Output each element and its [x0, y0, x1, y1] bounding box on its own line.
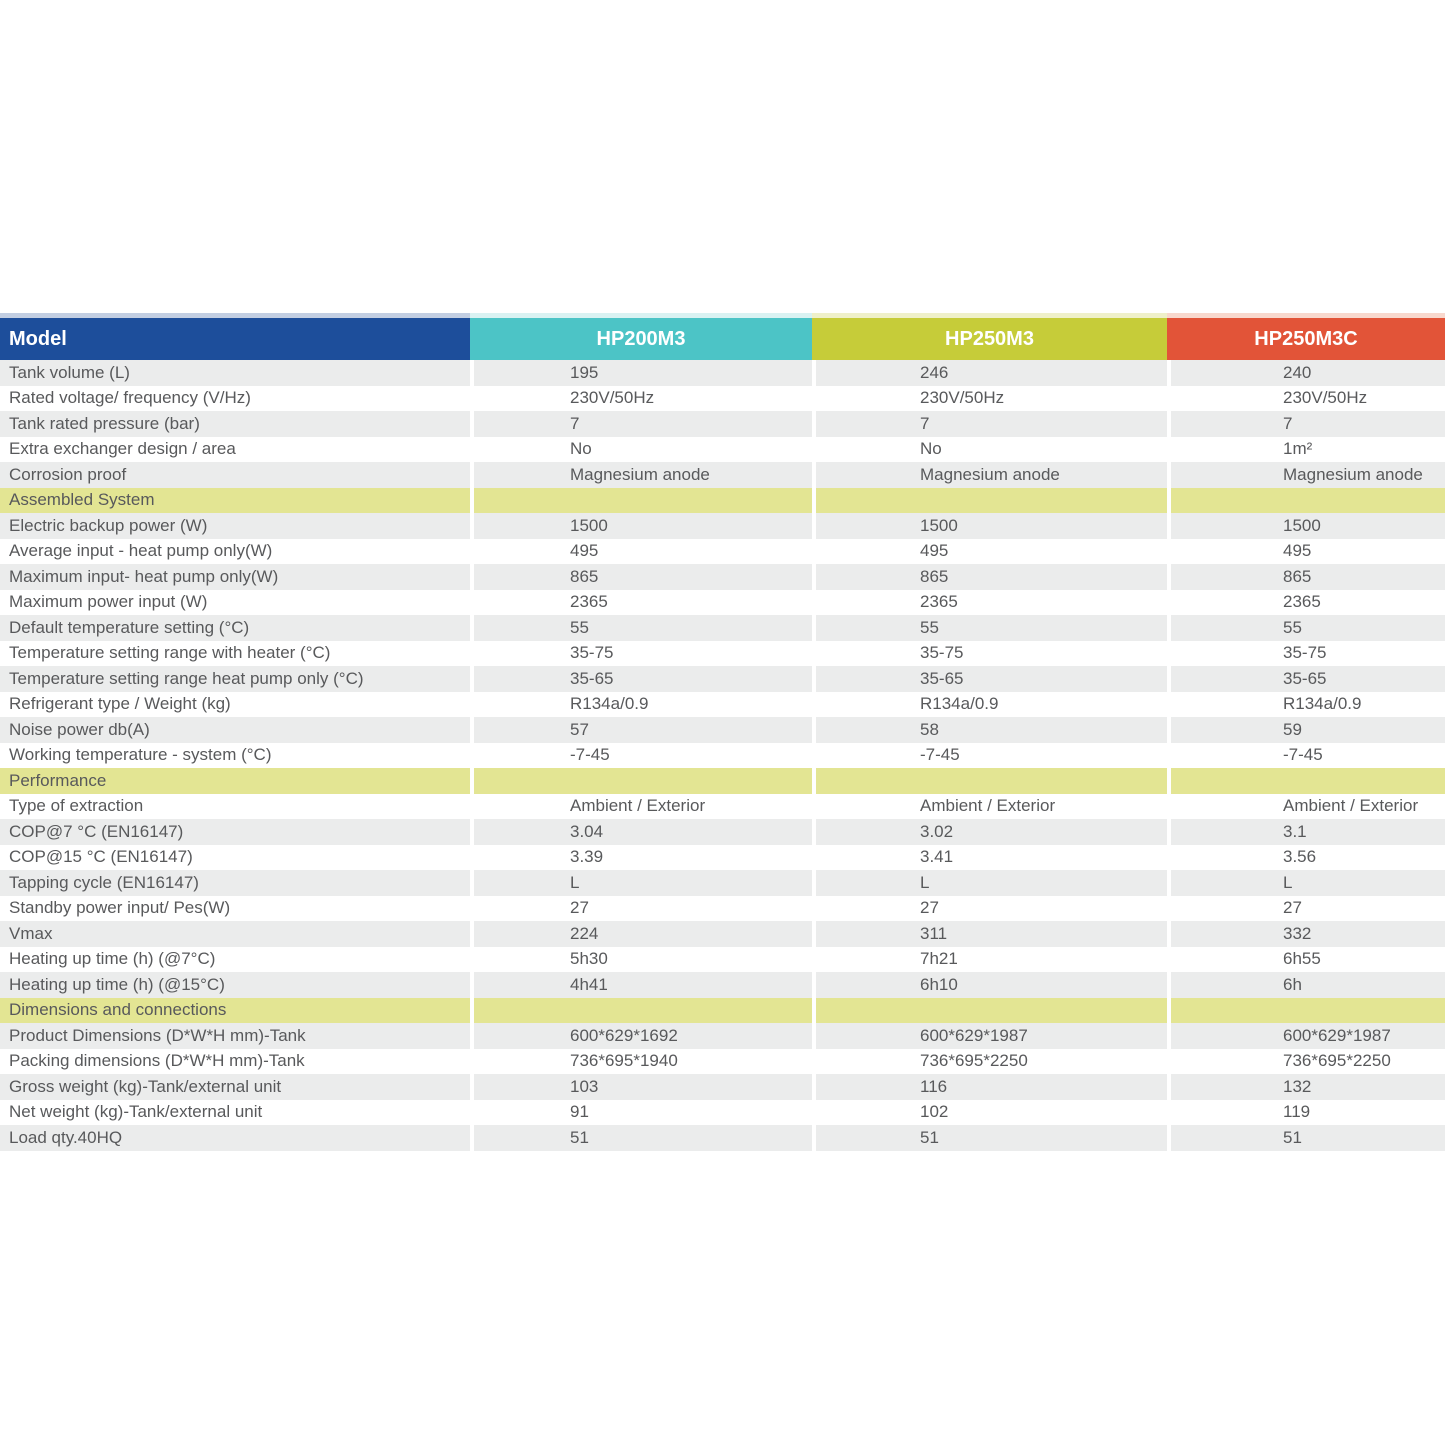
- table-row: [0, 360, 1445, 386]
- row-label: Tank rated pressure (bar): [0, 411, 470, 437]
- row-label: Temperature setting range with heater (°C): [0, 641, 470, 667]
- row-label: Electric backup power (W): [0, 513, 470, 539]
- cell-value: 2365: [1167, 590, 1445, 616]
- section-header-label: Assembled System: [0, 488, 470, 514]
- cell-value: 495: [1167, 539, 1445, 565]
- row-label: Maximum input- heat pump only(W): [0, 564, 470, 590]
- row-label: COP@15 °C (EN16147): [0, 845, 470, 871]
- cell-value: 35-75: [470, 641, 812, 667]
- table-row: [0, 666, 1445, 692]
- section-header-cell: [1167, 768, 1445, 794]
- cell-value: 600*629*1987: [812, 1023, 1167, 1049]
- cell-value: 230V/50Hz: [470, 386, 812, 412]
- row-label: Working temperature - system (°C): [0, 743, 470, 769]
- table-row: [0, 921, 1445, 947]
- cell-value: 736*695*2250: [1167, 1049, 1445, 1075]
- row-label: Vmax: [0, 921, 470, 947]
- row-label: Gross weight (kg)-Tank/external unit: [0, 1074, 470, 1100]
- cell-value: 311: [812, 921, 1167, 947]
- table-row: [0, 437, 1445, 463]
- table-row: [0, 539, 1445, 565]
- cell-value: 58: [812, 717, 1167, 743]
- cell-value: 865: [470, 564, 812, 590]
- cell-value: 6h55: [1167, 947, 1445, 973]
- cell-value: 736*695*1940: [470, 1049, 812, 1075]
- section-header-row: [0, 768, 1445, 794]
- table-row: [0, 462, 1445, 488]
- cell-value: Magnesium anode: [470, 462, 812, 488]
- cell-value: 51: [470, 1125, 812, 1151]
- section-header-label: Dimensions and connections: [0, 998, 470, 1024]
- cell-value: 27: [812, 896, 1167, 922]
- cell-value: Magnesium anode: [1167, 462, 1445, 488]
- table-row: [0, 1100, 1445, 1126]
- cell-value: 55: [1167, 615, 1445, 641]
- cell-value: 230V/50Hz: [1167, 386, 1445, 412]
- table-row: [0, 564, 1445, 590]
- cell-value: 3.56: [1167, 845, 1445, 871]
- cell-value: No: [812, 437, 1167, 463]
- cell-value: R134a/0.9: [1167, 692, 1445, 718]
- section-header-cell: [812, 998, 1167, 1024]
- spec-table: [0, 313, 1445, 1151]
- cell-value: R134a/0.9: [470, 692, 812, 718]
- row-label: Extra exchanger design / area: [0, 437, 470, 463]
- cell-value: 865: [1167, 564, 1445, 590]
- cell-value: 57: [470, 717, 812, 743]
- cell-value: 4h41: [470, 972, 812, 998]
- cell-value: 3.02: [812, 819, 1167, 845]
- cell-value: L: [812, 870, 1167, 896]
- row-label: Net weight (kg)-Tank/external unit: [0, 1100, 470, 1126]
- cell-value: 1500: [812, 513, 1167, 539]
- cell-value: 91: [470, 1100, 812, 1126]
- cell-value: 116: [812, 1074, 1167, 1100]
- cell-value: 27: [1167, 896, 1445, 922]
- cell-value: 195: [470, 360, 812, 386]
- row-label: Rated voltage/ frequency (V/Hz): [0, 386, 470, 412]
- cell-value: 736*695*2250: [812, 1049, 1167, 1075]
- cell-value: 27: [470, 896, 812, 922]
- row-label: Packing dimensions (D*W*H mm)-Tank: [0, 1049, 470, 1075]
- cell-value: 240: [1167, 360, 1445, 386]
- row-label: Type of extraction: [0, 794, 470, 820]
- cell-value: 495: [470, 539, 812, 565]
- cell-value: 102: [812, 1100, 1167, 1126]
- cell-value: 230V/50Hz: [812, 386, 1167, 412]
- section-header-cell: [470, 768, 812, 794]
- cell-value: 7: [470, 411, 812, 437]
- table-row: [0, 615, 1445, 641]
- table-row: [0, 743, 1445, 769]
- cell-value: Ambient / Exterior: [1167, 794, 1445, 820]
- section-header-label: Performance: [0, 768, 470, 794]
- cell-value: 55: [470, 615, 812, 641]
- cell-value: 35-65: [812, 666, 1167, 692]
- row-label: Maximum power input (W): [0, 590, 470, 616]
- section-header-cell: [1167, 488, 1445, 514]
- row-label: Refrigerant type / Weight (kg): [0, 692, 470, 718]
- table-row: [0, 717, 1445, 743]
- cell-value: 7: [812, 411, 1167, 437]
- table-row: [0, 819, 1445, 845]
- table-header-row: [0, 313, 1445, 360]
- cell-value: 132: [1167, 1074, 1445, 1100]
- cell-value: 35-65: [470, 666, 812, 692]
- cell-value: Ambient / Exterior: [812, 794, 1167, 820]
- cell-value: -7-45: [1167, 743, 1445, 769]
- row-label: Corrosion proof: [0, 462, 470, 488]
- cell-value: 6h: [1167, 972, 1445, 998]
- cell-value: 2365: [812, 590, 1167, 616]
- cell-value: L: [470, 870, 812, 896]
- cell-value: 3.41: [812, 845, 1167, 871]
- section-header-row: [0, 998, 1445, 1024]
- table-row: [0, 972, 1445, 998]
- section-header-cell: [1167, 998, 1445, 1024]
- table-row: [0, 386, 1445, 412]
- cell-value: R134a/0.9: [812, 692, 1167, 718]
- cell-value: 103: [470, 1074, 812, 1100]
- cell-value: 3.1: [1167, 819, 1445, 845]
- table-row: [0, 641, 1445, 667]
- header-column-hp250m3: HP250M3: [812, 313, 1167, 360]
- cell-value: 600*629*1987: [1167, 1023, 1445, 1049]
- cell-value: 1500: [1167, 513, 1445, 539]
- table-row: [0, 896, 1445, 922]
- row-label: Standby power input/ Pes(W): [0, 896, 470, 922]
- header-column-hp250m3c: HP250M3C: [1167, 313, 1445, 360]
- cell-value: 51: [812, 1125, 1167, 1151]
- cell-value: 119: [1167, 1100, 1445, 1126]
- cell-value: 246: [812, 360, 1167, 386]
- table-row: [0, 1023, 1445, 1049]
- section-header-cell: [812, 488, 1167, 514]
- cell-value: L: [1167, 870, 1445, 896]
- header-column-hp200m3: HP200M3: [470, 313, 812, 360]
- table-row: [0, 590, 1445, 616]
- cell-value: 3.04: [470, 819, 812, 845]
- cell-value: 1500: [470, 513, 812, 539]
- cell-value: No: [470, 437, 812, 463]
- table-row: [0, 692, 1445, 718]
- cell-value: 35-65: [1167, 666, 1445, 692]
- cell-value: 55: [812, 615, 1167, 641]
- table-row: [0, 1049, 1445, 1075]
- table-row: [0, 947, 1445, 973]
- section-header-cell: [470, 998, 812, 1024]
- cell-value: 224: [470, 921, 812, 947]
- header-model: Model: [0, 313, 470, 360]
- row-label: Product Dimensions (D*W*H mm)-Tank: [0, 1023, 470, 1049]
- row-label: Heating up time (h) (@15°C): [0, 972, 470, 998]
- cell-value: 35-75: [812, 641, 1167, 667]
- section-header-cell: [470, 488, 812, 514]
- cell-value: -7-45: [812, 743, 1167, 769]
- table-row: [0, 845, 1445, 871]
- cell-value: 5h30: [470, 947, 812, 973]
- row-label: Average input - heat pump only(W): [0, 539, 470, 565]
- row-label: Heating up time (h) (@7°C): [0, 947, 470, 973]
- row-label: Load qty.40HQ: [0, 1125, 470, 1151]
- cell-value: 3.39: [470, 845, 812, 871]
- section-header-row: [0, 488, 1445, 514]
- cell-value: 865: [812, 564, 1167, 590]
- cell-value: Ambient / Exterior: [470, 794, 812, 820]
- cell-value: Magnesium anode: [812, 462, 1167, 488]
- row-label: Tank volume (L): [0, 360, 470, 386]
- cell-value: 35-75: [1167, 641, 1445, 667]
- table-row: [0, 870, 1445, 896]
- table-row: [0, 794, 1445, 820]
- cell-value: 2365: [470, 590, 812, 616]
- table-row: [0, 1074, 1445, 1100]
- table-body: [0, 360, 1445, 1151]
- row-label: Temperature setting range heat pump only (°C): [0, 666, 470, 692]
- row-label: COP@7 °C (EN16147): [0, 819, 470, 845]
- cell-value: 600*629*1692: [470, 1023, 812, 1049]
- row-label: Default temperature setting (°C): [0, 615, 470, 641]
- cell-value: 51: [1167, 1125, 1445, 1151]
- cell-value: -7-45: [470, 743, 812, 769]
- cell-value: 7h21: [812, 947, 1167, 973]
- table-row: [0, 411, 1445, 437]
- row-label: Tapping cycle (EN16147): [0, 870, 470, 896]
- table-row: [0, 1125, 1445, 1151]
- cell-value: 59: [1167, 717, 1445, 743]
- cell-value: 332: [1167, 921, 1445, 947]
- cell-value: 6h10: [812, 972, 1167, 998]
- cell-value: 495: [812, 539, 1167, 565]
- section-header-cell: [812, 768, 1167, 794]
- cell-value: 1m²: [1167, 437, 1445, 463]
- row-label: Noise power db(A): [0, 717, 470, 743]
- table-row: [0, 513, 1445, 539]
- cell-value: 7: [1167, 411, 1445, 437]
